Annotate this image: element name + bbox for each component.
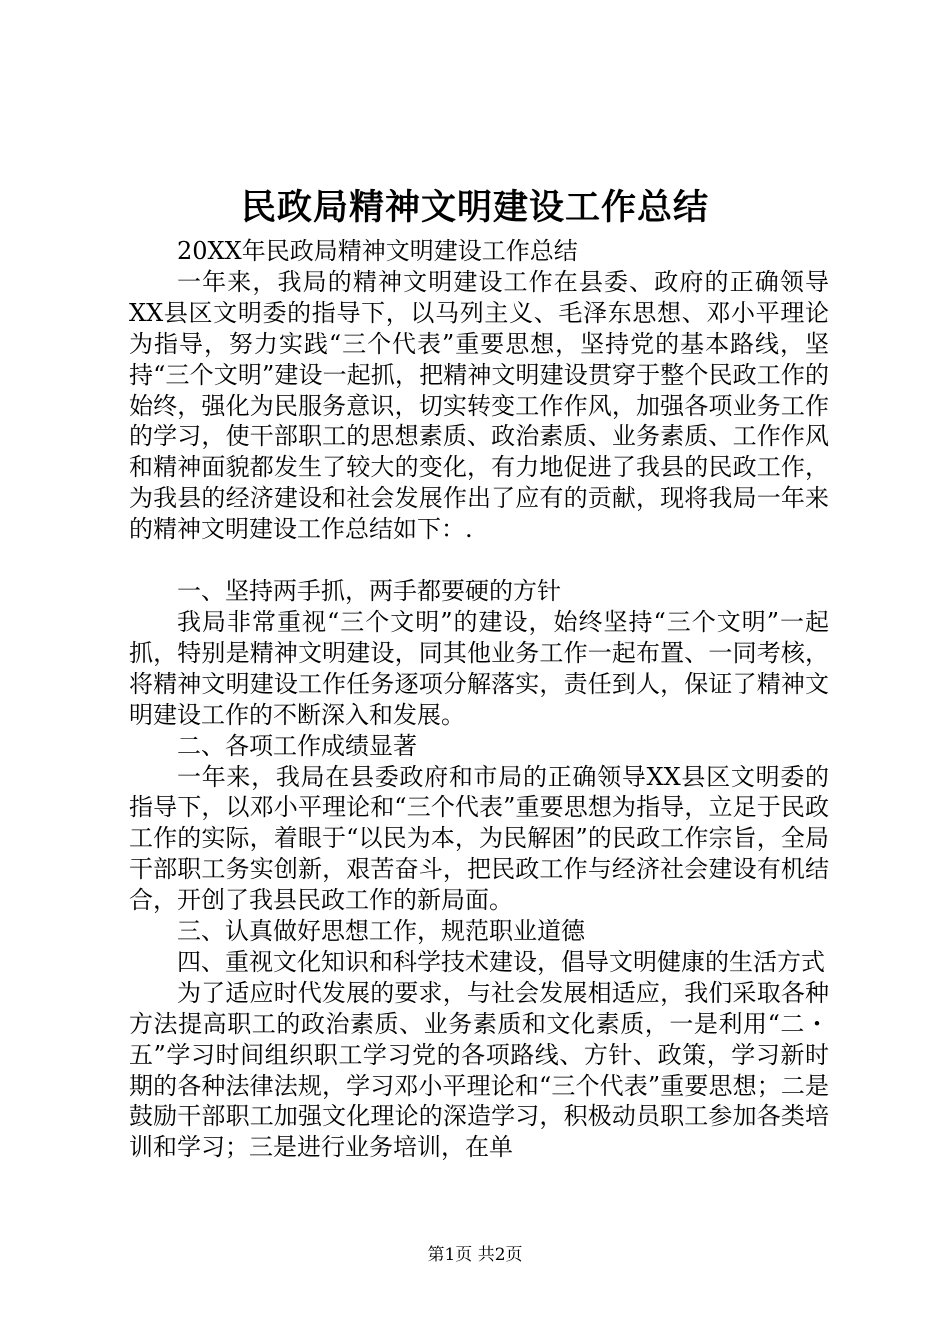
body-paragraph-2: 一年来，我局在县委政府和市局的正确领导XX县区文明委的指导下，以邓小平理论和“三个代表”重要思想为指导，立足于民政工作的实际，着眼于“以民为本，为民解困”的民政工作宗旨，全局干部职工务实创新，艰苦奋斗，把民政工作与经济社会建设有机结合，开创了我县民政工作的新局面。 [129,762,829,915]
section-heading-2: 二、各项工作成绩显著 [177,731,417,760]
body-paragraph-4: 为了适应时代发展的要求，与社会发展相适应，我们采取各种方法提高职工的政治素质、业务素质和文化素质，一是利用“二・五”学习时间组织职工学习党的各项路线、方针、政策，学习新时期的各种法律法规，学习邓小平理论和“三个代表”重要思想；二是鼓励干部职工加强文化理论的深造学习，积极动员职工参加各类培训和学习；三是进行业务培训，在单 [129,978,829,1162]
section-heading-4: 四、重视文化知识和科学技术建设，倡导文明健康的生活方式 [177,947,825,976]
body-paragraph-1: 我局非常重视“三个文明”的建设，始终坚持“三个文明”一起抓，特别是精神文明建设，同其他业务工作一起布置、一同考核，将精神文明建设工作任务逐项分解落实，责任到人，保证了精神文明建设工作的不断深入和发展。 [129,607,829,729]
section-heading-1: 一、坚持两手抓，两手都要硬的方针 [177,577,561,606]
intro-paragraph: 一年来，我局的精神文明建设工作在县委、政府的正确领导XX县区文明委的指导下，以马列主义、毛泽东思想、邓小平理论为指导，努力实践“三个代表”重要思想，坚持党的基本路线，坚持“三个文明”建设一起抓，把精神文明建设贯穿于整个民政工作的始终，强化为民服务意识，切实转变工作作风，加强各项业务工作的学习，使干部职工的思想素质、政治素质、业务素质、工作作风和精神面貌都发生了较大的变化，有力地促进了我县的民政工作，为我县的经济建设和社会发展作出了应有的贡献，现将我局一年来的精神文明建设工作总结如下：. [129,267,829,544]
section-heading-3: 三、认真做好思想工作，规范职业道德 [177,917,585,946]
document-body [129,236,829,1163]
page-footer: 第1页 共2页 [427,1245,523,1265]
document-title: 民政局精神文明建设工作总结 [240,187,709,228]
subtitle-paragraph: 20XX年民政局精神文明建设工作总结 [177,237,578,265]
